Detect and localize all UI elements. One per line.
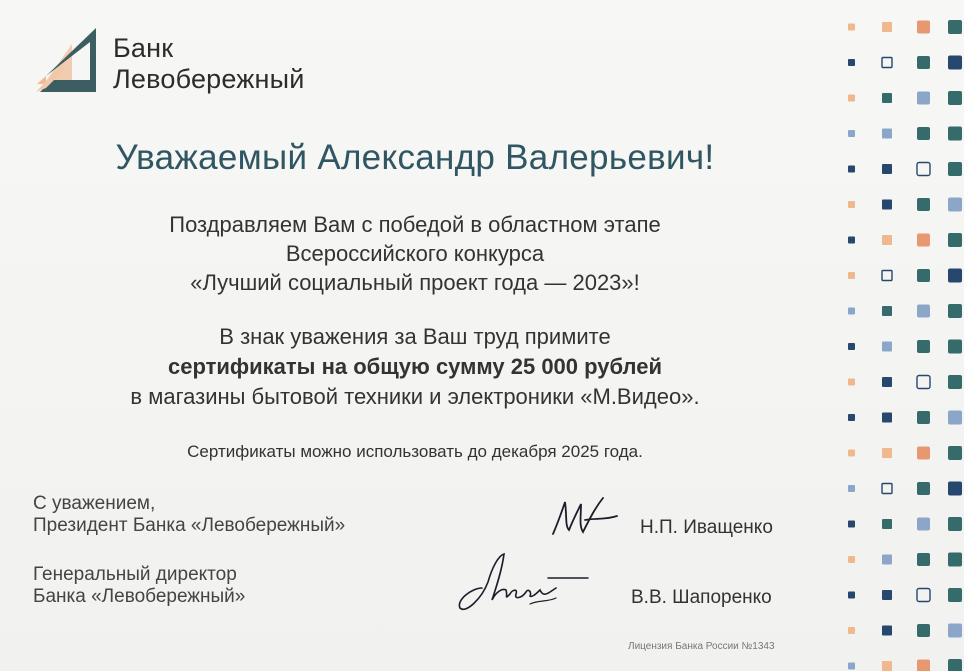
pattern-square (882, 555, 892, 565)
president-title (33, 493, 345, 537)
pattern-square (917, 56, 930, 69)
pattern-square (882, 626, 892, 636)
pattern-square (848, 521, 855, 528)
president-line-1: С уважением, (33, 493, 156, 514)
pattern-square (917, 589, 930, 602)
pattern-square (848, 592, 855, 599)
pattern-square (882, 590, 892, 600)
gift-amount-line: сертификаты на общую сумму 25 000 рублей (167, 354, 663, 379)
congratulation-text (0, 210, 830, 297)
pattern-square (848, 130, 855, 137)
pattern-square (848, 201, 855, 208)
pattern-square (848, 343, 855, 350)
decorative-square-pattern (840, 0, 964, 671)
pattern-square (948, 588, 962, 602)
pattern-square (948, 20, 962, 34)
logo-line-2: Левобережный (113, 64, 305, 94)
pattern-square (917, 553, 930, 566)
pattern-square (917, 269, 930, 282)
pattern-square (948, 269, 962, 283)
triangle-logo-icon (32, 26, 112, 92)
pattern-square (917, 411, 930, 424)
pattern-square (917, 198, 930, 211)
pattern-square (948, 411, 962, 425)
pattern-square (882, 377, 892, 387)
pattern-square (948, 624, 962, 638)
pattern-square (917, 234, 930, 247)
pattern-square (882, 519, 892, 529)
validity-note: Сертификаты можно использовать до декабря 2025 года. (187, 442, 643, 461)
pattern-square (848, 166, 855, 173)
greeting-heading: Уважаемый Александр Валерьевич! (115, 138, 715, 177)
pattern-square (917, 624, 930, 637)
congrats-line-3: «Лучший социальный проект года — 2023»! (190, 270, 640, 295)
pattern-square (948, 482, 962, 496)
gift-line-1: В знак уважения за Ваш труд примите (219, 324, 611, 349)
pattern-square (917, 447, 930, 460)
pattern-square (948, 304, 962, 318)
pattern-square (948, 127, 962, 141)
pattern-square (882, 58, 892, 68)
pattern-square (917, 482, 930, 495)
pattern-square (917, 127, 930, 140)
pattern-square (882, 448, 892, 458)
pattern-square (948, 375, 962, 389)
pattern-square (848, 308, 855, 315)
pattern-square (948, 56, 962, 70)
pattern-square (948, 517, 962, 531)
pattern-square (948, 233, 962, 247)
pattern-square (948, 198, 962, 212)
pattern-square (848, 556, 855, 563)
pattern-square (882, 235, 892, 245)
pattern-square (948, 91, 962, 105)
pattern-square (882, 271, 892, 281)
pattern-square (882, 484, 892, 494)
pattern-square (948, 162, 962, 176)
pattern-square (848, 272, 855, 279)
pattern-square (882, 413, 892, 423)
pattern-square (882, 342, 892, 352)
pattern-square (848, 59, 855, 66)
pattern-square (848, 627, 855, 634)
pattern-square (917, 92, 930, 105)
pattern-square (948, 553, 962, 567)
director-line-1: Генеральный директор (33, 564, 237, 585)
pattern-square (882, 22, 892, 32)
license-note: Лицензия Банка России №1343 (628, 641, 775, 652)
director-signature (452, 548, 592, 618)
director-line-2: Банка «Левобережный» (33, 586, 246, 607)
pattern-square (882, 200, 892, 210)
pattern-square (882, 129, 892, 139)
pattern-square (948, 659, 962, 671)
pattern-square (917, 21, 930, 34)
pattern-square (917, 305, 930, 318)
president-line-2: Президент Банка «Левобережный» (33, 515, 346, 536)
pattern-square (848, 663, 855, 670)
pattern-square (917, 340, 930, 353)
pattern-square (917, 660, 930, 671)
congrats-line-1: Поздравляем Вам с победой в областном этапе (169, 212, 661, 237)
pattern-square (882, 93, 892, 103)
pattern-square (848, 414, 855, 421)
pattern-square (848, 95, 855, 102)
gift-line-3: в магазины бытовой техники и электроники «М.Видео». (130, 384, 700, 409)
pattern-square (848, 237, 855, 244)
logo-line-1: Банк (113, 33, 174, 63)
pattern-square (882, 306, 892, 316)
pattern-square (848, 24, 855, 31)
director-title (33, 564, 245, 608)
pattern-square (848, 485, 855, 492)
pattern-square (917, 518, 930, 531)
bank-name-logo-text (113, 33, 305, 95)
pattern-square (882, 661, 892, 671)
pattern-square (948, 340, 962, 354)
gift-text (0, 322, 830, 412)
pattern-square (948, 446, 962, 460)
pattern-square (848, 379, 855, 386)
pattern-square (917, 163, 930, 176)
pattern-square (848, 450, 855, 457)
president-signature (545, 490, 625, 540)
pattern-square (917, 376, 930, 389)
pattern-square (882, 164, 892, 174)
congrats-line-2: Всероссийского конкурса (285, 241, 545, 266)
president-name: Н.П. Иващенко (640, 517, 773, 538)
director-name: В.В. Шапоренко (631, 587, 772, 608)
